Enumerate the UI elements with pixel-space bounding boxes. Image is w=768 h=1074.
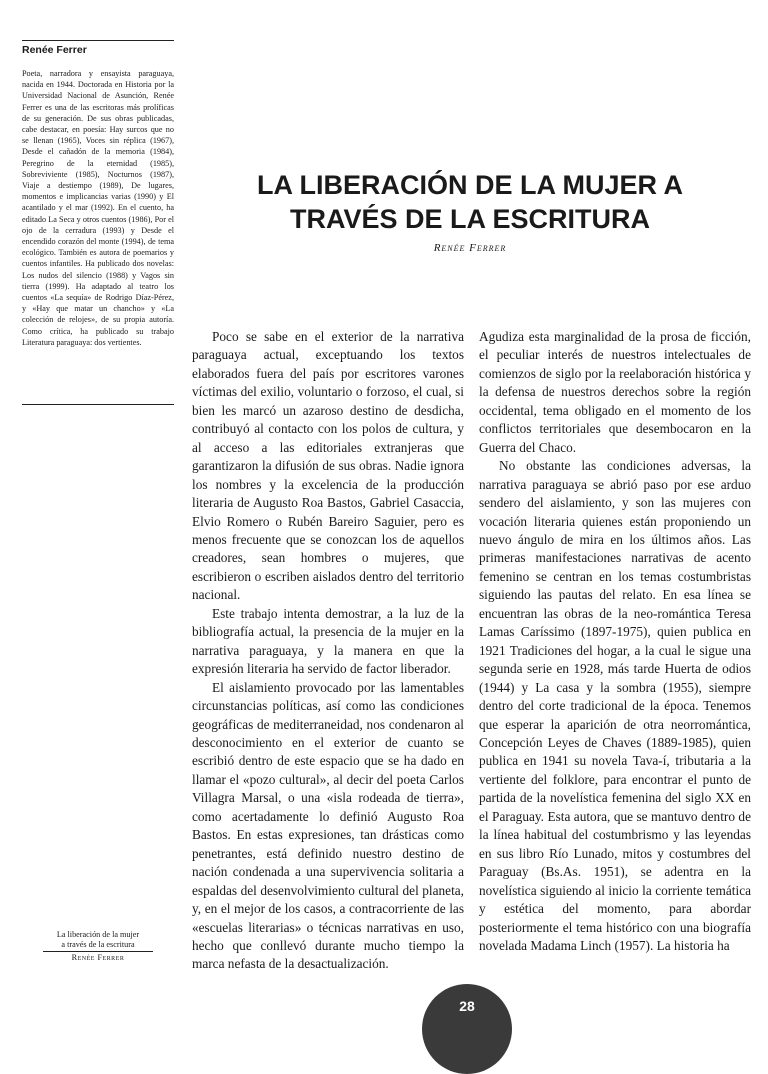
sidebar-author-name: Renée Ferrer	[22, 44, 87, 56]
footer-title-line-2: a través de la escritura	[61, 940, 135, 949]
paragraph: Poco se sabe en el exterior de la narrativa paraguaya actual, exceptuando los textos elaborados fuera del país por escritores varones víctimas del exilio, voluntario o forzoso, el cual, si bien les marcó un azaroso destino de desdicha, contribuyó al contacto con los polos de cultura, y al acceso a las editoriales extranjeras que garantizaron la difusión de sus obras. Nadie ignora los nombres y la excelencia de la producción literaria de Augusto Roa Bastos, Gabriel Casaccia, Elvio Romero o Rubén Bareiro Saguier, pero es menos frecuente que se conozcan los de aquellos creadores, sean hombres o mujeres, que escribieron o escriben aislados dentro del territorio nacional.	[192, 329, 464, 603]
article-title	[195, 168, 745, 236]
running-footer	[22, 930, 174, 963]
footer-title-line-1: La liberación de la mujer	[56, 930, 140, 939]
title-line-1: LA LIBERACIÓN DE LA MUJER A	[256, 170, 683, 200]
footer-rule	[43, 951, 153, 952]
paragraph: El aislamiento provocado por las lamentables circunstancias políticas, así como las condiciones geográficas de mediterraneidad, nos condenaron al desconocimiento en el exterior de cuanto se escribió dentro de este espacio que se ha dado en llamar el «pozo cultural», al decir del poeta Carlos Villagra Marsal, o una «isla rodeada de tierra», como acertadamente lo definió Augusto Roa Bastos. En estas expresiones, tan drásticas como penetrantes, está definido nuestro destino de nación condenada a una supervivencia solitaria a espaldas del desenvolvimiento cultural del planeta, y, en el mejor de los casos, a contracorriente de las «escuelas literarias» o técnicas narrativas en uso, hecho que conllevó durante mucho tiempo la marca nefasta de la desactualización.	[192, 679, 464, 972]
title-line-2: TRAVÉS DE LA ESCRITURA	[289, 204, 651, 234]
sidebar-bottom-rule	[22, 404, 174, 405]
page-number: 28	[459, 998, 475, 1014]
paragraph: Agudiza esta marginalidad de la prosa de ficción, el peculiar interés de nuestros intelectuales de comienzos de siglo por la reelaboración histórica y la defensa de nuestros derechos sobre la región occidental, tema obligado en el momento de los conflictos territoriales que desembocaron en la Guerra del Chaco.	[479, 329, 751, 455]
paragraph: No obstante las condiciones adversas, la narrativa paraguaya se abrió paso por ese arduo sendero del aislamiento, y son las mujeres con vocación literaria quienes están proponiendo un nuevo ángulo de mira en los últimos años. Las primeras manifestaciones narrativas de acento femenino se centran en los temas costumbristas siguiendo las pautas del relato. En esa línea se encuentran las obras de la neo-romántica Teresa Lamas Caríssimo (1897-1975), quien publica en 1921 Tradiciones del hogar, a la cual le sigue una segunda serie en 1928, más tarde Huerta de odios (1944) y La casa y la sombra (1955), siempre dentro del corte tradicional de la época. Tenemos que esperar la aparición de otra neorromántica, Concepción Leyes de Chaves (1889-1985), quien publica en 1941 su novela Tava-í, tributaria a la vertiente del folklore, para encontrar el punto de partida de la novelística femenina del siglo XX en el Paraguay. Esta autora, que se mantuvo dentro de la línea habitual del costumbrismo y las leyendas en sus libro Río Lunado, mitos y costumbres del Paraguay (Bs.As. 1951), se adentra en la novelística siguiendo al inicio la corriente temática y estética del momento, para abordar posteriormente el tema histórico con una biografía novelada Madama Linch (1957). La historia ha	[479, 458, 751, 953]
footer-author: Renée Ferrer	[71, 953, 125, 962]
right-text-column	[479, 328, 751, 955]
article-byline: Renée Ferrer	[433, 242, 507, 254]
sidebar-top-rule	[22, 40, 174, 41]
left-text-column	[192, 328, 464, 974]
author-bio: Poeta, narradora y ensayista paraguaya, nacida en 1944. Doctorada en Historia por la Universidad Nacional de Asunción, Renée Ferrer es una de las escritoras más prolíficas de su generación. De sus obras publicadas, cabe destacar, en poesía: Hay surcos que no se llenan (1965), Voces sin réplica (1967), Desde el cañadón de la memoria (1984), Peregrino de la eternidad (1985), Sobreviviente (1985), Nocturnos (1987), Viaje a destiempo (1989), De lugares, momentos e implicancias varias (1990) y El acantilado y el mar (1992). En el cuento, ha editado La Seca y otros cuentos (1986), Por el ojo de la cerradura (1993) y Desde el encendido corazón del monte (1994), de tema ecológico. También es autora de poemarios y cuentos infantiles. Ha publicado dos novelas: Los nudos del silencio (1988) y Vagos sin tierra (1999). Ha adaptado al teatro los cuentos «La sequía» de Rodrigo Díaz-Pérez, y «Hay que matar un chancho» y «La colección de relojes», de su propia autoría. Como crítica, ha publicado su trabajo Literatura paraguaya: dos vertientes.	[22, 69, 174, 347]
paragraph: Este trabajo intenta demostrar, a la luz de la bibliografía actual, la presencia de la mujer en la narrativa paraguaya, y la manera en que la expresión literaria ha servido de factor liberador.	[192, 605, 464, 677]
